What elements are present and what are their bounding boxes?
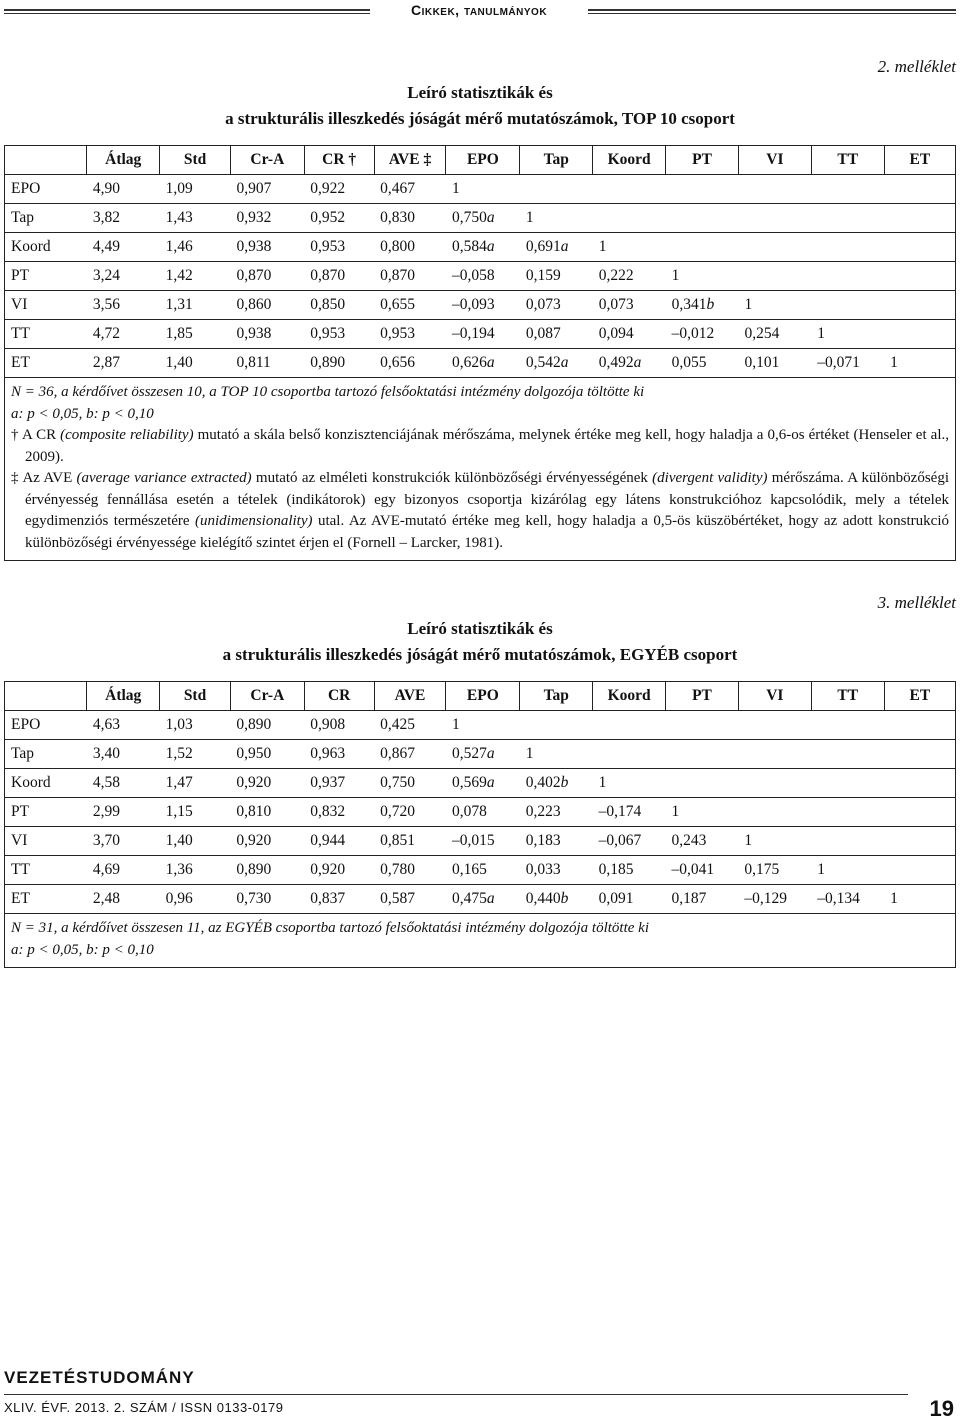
table-cell: –0,174 bbox=[593, 798, 666, 827]
table-cell bbox=[666, 711, 739, 740]
note-ave-text-d: utal. Az AVE-mutató értéke meg kell, hogy haladja a 0,5-ös küszöbértéket, hogy az adott konstrukció különbözőségi érvényessége kielégítő szintet érjen el (Fornell – Larcker, 1981). bbox=[25, 513, 949, 551]
table-cell: 1,15 bbox=[160, 798, 231, 827]
table-cell: 0,922 bbox=[304, 175, 374, 204]
row-label: VI bbox=[5, 827, 87, 856]
table-cell: 0,183 bbox=[520, 827, 593, 856]
table-cell: 4,72 bbox=[87, 320, 160, 349]
issue-info: XLIV. ÉVF. 2013. 2. SZÁM / ISSN 0133-0179 bbox=[4, 1400, 284, 1415]
row-label: Tap bbox=[5, 204, 87, 233]
table-cell: 4,63 bbox=[87, 711, 160, 740]
table-cell: 2,48 bbox=[87, 885, 160, 914]
table-row bbox=[5, 320, 955, 349]
table2 bbox=[5, 682, 955, 913]
table-cell: 1,46 bbox=[160, 233, 231, 262]
table-cell: 0,837 bbox=[304, 885, 374, 914]
table-cell: 0,950 bbox=[230, 740, 304, 769]
table-cell: –0,129 bbox=[738, 885, 811, 914]
table-cell: –0,012 bbox=[666, 320, 739, 349]
column-header: Koord bbox=[593, 682, 666, 711]
header-row bbox=[5, 682, 955, 711]
table-cell bbox=[811, 827, 884, 856]
table-cell: 1 bbox=[666, 262, 739, 291]
table-cell: –0,067 bbox=[593, 827, 666, 856]
note-cr-text-a: A CR bbox=[22, 427, 61, 443]
note-ave-text-b: mutató az elméleti konstrukciók különbözőségi érvényességének bbox=[251, 470, 653, 486]
column-header: AVE bbox=[374, 682, 446, 711]
table-cell bbox=[593, 740, 666, 769]
table-cell: 1 bbox=[811, 856, 884, 885]
table-cell: 2,99 bbox=[87, 798, 160, 827]
table-cell: 1,47 bbox=[160, 769, 231, 798]
row-label: PT bbox=[5, 262, 87, 291]
table-cell: 0,800 bbox=[374, 233, 446, 262]
row-label: Tap bbox=[5, 740, 87, 769]
table-cell: 0,953 bbox=[304, 233, 374, 262]
table-cell: 0,425 bbox=[374, 711, 446, 740]
table-cell: 0,402b bbox=[520, 769, 593, 798]
annex-label-3: 3. melléklet bbox=[877, 593, 956, 612]
column-header: ET bbox=[884, 146, 955, 175]
column-header bbox=[5, 146, 87, 175]
table-cell bbox=[884, 740, 955, 769]
table-cell: 1 bbox=[884, 349, 955, 378]
table-cell: 0,187 bbox=[666, 885, 739, 914]
table-cell: 0,850 bbox=[304, 291, 374, 320]
table-cell: 1 bbox=[738, 827, 811, 856]
table1-note-cr bbox=[11, 425, 949, 468]
table1-note-p: a: p < 0,05, b: p < 0,10 bbox=[11, 405, 154, 422]
section-title: Cikkek, tanulmányok bbox=[410, 2, 548, 18]
page-number: 19 bbox=[929, 1396, 954, 1421]
table-cell: 1 bbox=[446, 711, 520, 740]
table-cell bbox=[811, 175, 884, 204]
table-cell: 0,033 bbox=[520, 856, 593, 885]
table-cell: 0,542a bbox=[520, 349, 593, 378]
table-cell: 0,175 bbox=[738, 856, 811, 885]
table2-notes bbox=[5, 913, 955, 967]
column-header: Std bbox=[160, 146, 231, 175]
column-header: EPO bbox=[446, 682, 520, 711]
table-cell: 0,094 bbox=[593, 320, 666, 349]
table-cell: 0,851 bbox=[374, 827, 446, 856]
table-cell bbox=[738, 711, 811, 740]
table-cell: 0,952 bbox=[304, 204, 374, 233]
table-cell bbox=[666, 769, 739, 798]
table-cell: 0,467 bbox=[374, 175, 446, 204]
table-cell bbox=[811, 233, 884, 262]
row-label: EPO bbox=[5, 175, 87, 204]
table-cell bbox=[884, 233, 955, 262]
table2-title-line1: Leíró statisztikák és bbox=[407, 619, 553, 638]
row-label: EPO bbox=[5, 711, 87, 740]
table-cell: 1 bbox=[884, 885, 955, 914]
table1-title-line1: Leíró statisztikák és bbox=[407, 83, 553, 102]
table-row bbox=[5, 798, 955, 827]
header-rule-right bbox=[588, 9, 956, 14]
column-header: ET bbox=[884, 682, 955, 711]
table-row bbox=[5, 740, 955, 769]
table2-title-line2: a strukturális illeszkedés jóságát mérő mutatószámok, EGYÉB csoport bbox=[222, 645, 738, 664]
row-label: TT bbox=[5, 856, 87, 885]
table-cell: 0,963 bbox=[304, 740, 374, 769]
table-cell bbox=[884, 320, 955, 349]
table-cell: 0,890 bbox=[230, 711, 304, 740]
note-ave-text-a: Az AVE bbox=[22, 470, 77, 486]
table-cell: 0,907 bbox=[230, 175, 304, 204]
table1-note-ave bbox=[11, 468, 949, 554]
note-cr-italic: (composite reliability) bbox=[60, 427, 194, 443]
table-cell bbox=[811, 711, 884, 740]
table1-title bbox=[0, 80, 960, 132]
table-cell: 1 bbox=[811, 320, 884, 349]
table-cell bbox=[520, 175, 593, 204]
table-cell: 0,185 bbox=[593, 856, 666, 885]
table-cell: 4,90 bbox=[87, 175, 160, 204]
note-ave-italic-3: (unidimensionality) bbox=[195, 513, 313, 529]
table-cell bbox=[884, 175, 955, 204]
row-label: VI bbox=[5, 291, 87, 320]
table-cell: 0,626a bbox=[446, 349, 520, 378]
table-cell: 0,860 bbox=[230, 291, 304, 320]
table-cell: 0,341b bbox=[666, 291, 739, 320]
table-cell bbox=[738, 798, 811, 827]
table-cell: 3,70 bbox=[87, 827, 160, 856]
table-cell bbox=[884, 798, 955, 827]
double-dagger-symbol: ‡ bbox=[11, 470, 20, 486]
row-label: ET bbox=[5, 349, 87, 378]
table-cell: 0,222 bbox=[593, 262, 666, 291]
table-cell: 1 bbox=[446, 175, 520, 204]
table-cell: 4,69 bbox=[87, 856, 160, 885]
table-row bbox=[5, 291, 955, 320]
table-cell: 0,055 bbox=[666, 349, 739, 378]
table-cell: 0,073 bbox=[520, 291, 593, 320]
running-header bbox=[0, 2, 960, 22]
table-cell: 3,40 bbox=[87, 740, 160, 769]
table-cell: 0,750a bbox=[446, 204, 520, 233]
table-cell: 1 bbox=[520, 740, 593, 769]
annex-label-2: 2. melléklet bbox=[877, 57, 956, 76]
table-cell: 3,82 bbox=[87, 204, 160, 233]
table-cell: 0,908 bbox=[304, 711, 374, 740]
table-cell: 0,691a bbox=[520, 233, 593, 262]
note-cr-text-b: mutató a skála belső konzisztenciájának mérőszáma, melynek értéke meg kell, hogy haladja a 0,6-os értéket (Henseler et al., 2009). bbox=[25, 427, 949, 465]
header-row bbox=[5, 146, 955, 175]
column-header: Tap bbox=[520, 682, 593, 711]
table-cell: 2,87 bbox=[87, 349, 160, 378]
table-cell: 0,440b bbox=[520, 885, 593, 914]
table-cell: 0,944 bbox=[304, 827, 374, 856]
table-row bbox=[5, 175, 955, 204]
column-header: EPO bbox=[446, 146, 520, 175]
table-cell: 0,730 bbox=[230, 885, 304, 914]
table-cell bbox=[811, 262, 884, 291]
table-cell: 1,43 bbox=[160, 204, 231, 233]
table1-title-line2: a strukturális illeszkedés jóságát mérő mutatószámok, TOP 10 csoport bbox=[225, 109, 735, 128]
row-label: TT bbox=[5, 320, 87, 349]
table2-box bbox=[4, 681, 956, 968]
table-cell: 0,078 bbox=[446, 798, 520, 827]
table-cell: 1 bbox=[593, 233, 666, 262]
table-row bbox=[5, 769, 955, 798]
column-header: Std bbox=[160, 682, 231, 711]
table-cell bbox=[811, 204, 884, 233]
table-cell bbox=[666, 233, 739, 262]
table-cell: 0,254 bbox=[738, 320, 811, 349]
table-cell bbox=[884, 262, 955, 291]
table-cell: 1 bbox=[666, 798, 739, 827]
column-header: VI bbox=[738, 146, 811, 175]
table-row bbox=[5, 827, 955, 856]
table-cell: 0,584a bbox=[446, 233, 520, 262]
table-cell: 0,920 bbox=[230, 827, 304, 856]
row-label: ET bbox=[5, 885, 87, 914]
table-cell: 0,830 bbox=[374, 204, 446, 233]
journal-name: VEZETÉSTUDOMÁNY bbox=[4, 1368, 195, 1387]
table-cell: 0,720 bbox=[374, 798, 446, 827]
note-ave-italic-1: (average variance extracted) bbox=[76, 470, 252, 486]
table-cell: –0,134 bbox=[811, 885, 884, 914]
row-label: Koord bbox=[5, 233, 87, 262]
table1 bbox=[5, 146, 955, 377]
table-cell bbox=[738, 262, 811, 291]
table-cell: 1 bbox=[738, 291, 811, 320]
table-cell: 0,953 bbox=[374, 320, 446, 349]
table-cell: 3,56 bbox=[87, 291, 160, 320]
table-cell: 1,36 bbox=[160, 856, 231, 885]
table1-notes bbox=[5, 377, 955, 560]
table-cell: 0,165 bbox=[446, 856, 520, 885]
column-header: Tap bbox=[520, 146, 593, 175]
table-cell bbox=[666, 740, 739, 769]
table2-note-p: a: p < 0,05, b: p < 0,10 bbox=[11, 941, 154, 958]
table-cell: 1,40 bbox=[160, 349, 231, 378]
dagger-symbol: † bbox=[11, 427, 19, 443]
table-cell: 0,655 bbox=[374, 291, 446, 320]
table-cell: 0,920 bbox=[304, 856, 374, 885]
table-cell: 0,527a bbox=[446, 740, 520, 769]
table-cell bbox=[884, 711, 955, 740]
table-cell: 1,52 bbox=[160, 740, 231, 769]
table-row bbox=[5, 856, 955, 885]
table-cell: –0,071 bbox=[811, 349, 884, 378]
table-cell: 0,920 bbox=[230, 769, 304, 798]
table-cell bbox=[593, 175, 666, 204]
table-row bbox=[5, 711, 955, 740]
table-cell: 1,40 bbox=[160, 827, 231, 856]
table-cell bbox=[811, 740, 884, 769]
table-cell: 0,811 bbox=[230, 349, 304, 378]
table-cell: 0,932 bbox=[230, 204, 304, 233]
table-cell: 3,24 bbox=[87, 262, 160, 291]
table-cell: 0,492a bbox=[593, 349, 666, 378]
table-cell: 0,953 bbox=[304, 320, 374, 349]
table-cell: 0,087 bbox=[520, 320, 593, 349]
column-header: TT bbox=[811, 146, 884, 175]
table-cell bbox=[738, 740, 811, 769]
table-row bbox=[5, 349, 955, 378]
table-cell: 0,750 bbox=[374, 769, 446, 798]
column-header: Átlag bbox=[87, 682, 160, 711]
column-header: VI bbox=[738, 682, 811, 711]
table-cell: 0,96 bbox=[160, 885, 231, 914]
table1-note-n: N = 36, a kérdőívet összesen 10, a TOP 10 csoportba tartozó felsőoktatási intézmény dolgozója töltötte ki bbox=[11, 384, 645, 400]
table-cell: 1,31 bbox=[160, 291, 231, 320]
table-cell: 0,475a bbox=[446, 885, 520, 914]
table-cell: 0,223 bbox=[520, 798, 593, 827]
table-cell: 0,938 bbox=[230, 320, 304, 349]
table-cell bbox=[884, 769, 955, 798]
table-cell: 1,03 bbox=[160, 711, 231, 740]
column-header: CR bbox=[304, 682, 374, 711]
table-cell: –0,093 bbox=[446, 291, 520, 320]
table-cell bbox=[666, 175, 739, 204]
table-cell: 1,09 bbox=[160, 175, 231, 204]
table-cell: 4,58 bbox=[87, 769, 160, 798]
table-cell: 0,890 bbox=[304, 349, 374, 378]
table-cell: 0,101 bbox=[738, 349, 811, 378]
table-cell: 0,243 bbox=[666, 827, 739, 856]
table-cell: 0,656 bbox=[374, 349, 446, 378]
table-cell: 1 bbox=[520, 204, 593, 233]
table-cell bbox=[520, 711, 593, 740]
table-cell: –0,194 bbox=[446, 320, 520, 349]
table-cell: 0,890 bbox=[230, 856, 304, 885]
column-header: Cr-A bbox=[230, 146, 304, 175]
table-cell: 0,810 bbox=[230, 798, 304, 827]
table-cell bbox=[884, 856, 955, 885]
column-header: Cr-A bbox=[230, 682, 304, 711]
note-ave-text-c: mérőszáma. A különbözőségi érvényesség fennállása esetén a tételek (indikátorok) egy bizonyos csoportja kizárólag egy látens konstrukcióhoz kapcsolódik, mely a tételek egydimenziós természetére bbox=[25, 470, 949, 529]
row-label: PT bbox=[5, 798, 87, 827]
table-cell bbox=[666, 204, 739, 233]
table-cell: 0,870 bbox=[230, 262, 304, 291]
table-cell: 0,867 bbox=[374, 740, 446, 769]
note-ave-italic-2: (divergent validity) bbox=[652, 470, 768, 486]
table-row bbox=[5, 204, 955, 233]
table-row bbox=[5, 233, 955, 262]
table-cell: 0,832 bbox=[304, 798, 374, 827]
table-cell: 0,091 bbox=[593, 885, 666, 914]
table-cell bbox=[811, 291, 884, 320]
table-cell bbox=[884, 827, 955, 856]
table-cell: –0,041 bbox=[666, 856, 739, 885]
column-header: PT bbox=[666, 682, 739, 711]
table-cell: 0,569a bbox=[446, 769, 520, 798]
column-header: CR † bbox=[304, 146, 374, 175]
table-cell bbox=[811, 769, 884, 798]
table-cell: 0,938 bbox=[230, 233, 304, 262]
row-label: Koord bbox=[5, 769, 87, 798]
table1-box bbox=[4, 145, 956, 561]
table-cell: 4,49 bbox=[87, 233, 160, 262]
footer-rule bbox=[4, 1394, 908, 1395]
column-header: PT bbox=[666, 146, 739, 175]
table-row bbox=[5, 262, 955, 291]
table-cell bbox=[738, 233, 811, 262]
table-cell bbox=[593, 204, 666, 233]
table-cell bbox=[738, 769, 811, 798]
table-cell: 0,870 bbox=[304, 262, 374, 291]
table-cell: 0,780 bbox=[374, 856, 446, 885]
table-cell bbox=[738, 175, 811, 204]
table-row bbox=[5, 885, 955, 914]
table-cell bbox=[884, 291, 955, 320]
table-cell: 0,587 bbox=[374, 885, 446, 914]
table-cell: 0,870 bbox=[374, 262, 446, 291]
table-cell: –0,058 bbox=[446, 262, 520, 291]
column-header bbox=[5, 682, 87, 711]
column-header: Koord bbox=[593, 146, 666, 175]
table2-note-n: N = 31, a kérdőívet összesen 11, az EGYÉB csoportba tartozó felsőoktatási intézmény dolgozója töltötte ki bbox=[11, 920, 649, 936]
table-cell: 0,073 bbox=[593, 291, 666, 320]
column-header: Átlag bbox=[87, 146, 160, 175]
table-cell: 1,42 bbox=[160, 262, 231, 291]
table-cell: –0,015 bbox=[446, 827, 520, 856]
table2-title bbox=[0, 616, 960, 668]
table-cell bbox=[738, 204, 811, 233]
table-cell bbox=[884, 204, 955, 233]
table-cell bbox=[811, 798, 884, 827]
header-rule-left bbox=[4, 9, 370, 14]
table-cell: 1,85 bbox=[160, 320, 231, 349]
column-header: AVE ‡ bbox=[374, 146, 446, 175]
table-cell: 0,159 bbox=[520, 262, 593, 291]
table-cell: 0,937 bbox=[304, 769, 374, 798]
table-cell: 1 bbox=[593, 769, 666, 798]
column-header: TT bbox=[811, 682, 884, 711]
table-cell bbox=[593, 711, 666, 740]
